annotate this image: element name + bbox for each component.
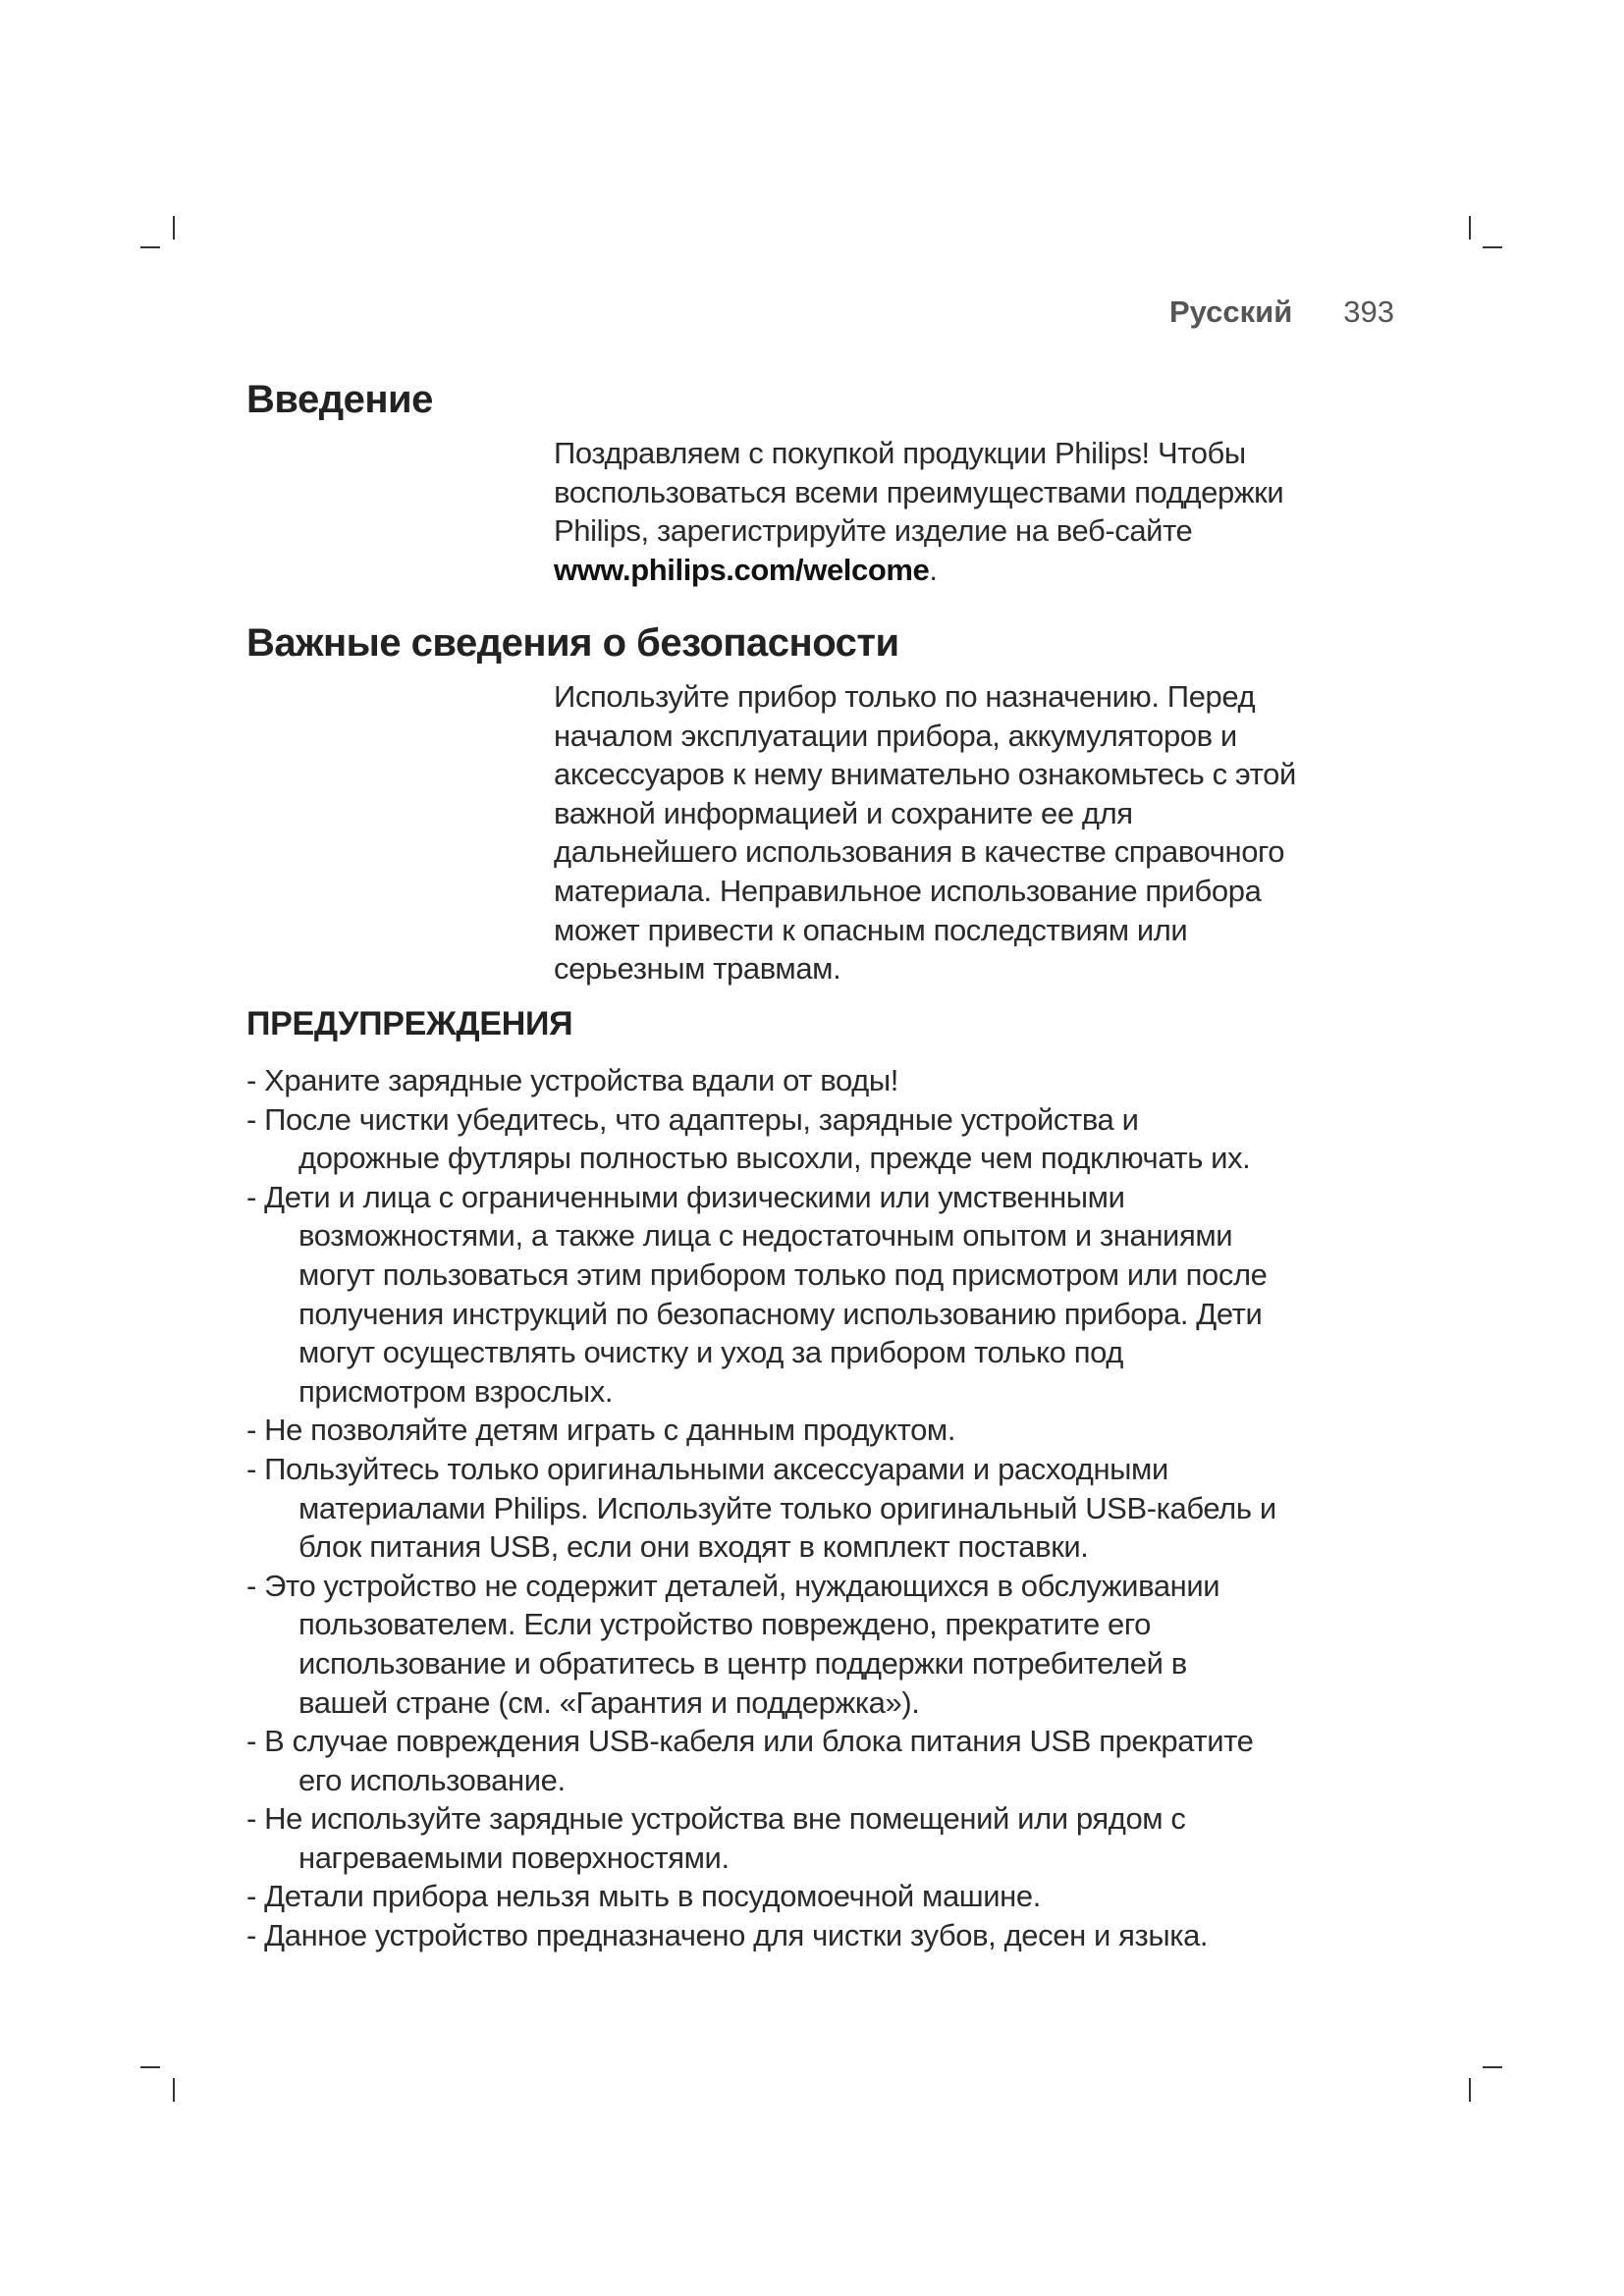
safety-heading: Важные сведения о безопасности: [246, 621, 899, 665]
text-line: Philips, зарегистрируйте изделие на веб-сайте: [554, 513, 1193, 549]
text-line: пользователем. Если устройство повреждено, прекратите его: [298, 1607, 1151, 1642]
text-line: возможностями, а также лица с недостаточным опытом и знаниями: [298, 1218, 1233, 1254]
text-line: блок питания USB, если они входят в комплект поставки.: [298, 1529, 1089, 1565]
page-header: [1080, 294, 1394, 330]
warning-item: [246, 1722, 1276, 1799]
text-line: его использование.: [298, 1762, 566, 1797]
text-line: - Дети и лица с ограниченными физическими или умственными: [246, 1179, 1125, 1214]
warning-item: [246, 1100, 1276, 1178]
text-line: - Данное устройство предназначено для чистки зубов, десен и языка.: [246, 1918, 1209, 1953]
text-line: началом эксплуатации прибора, аккумуляторов и: [554, 718, 1237, 753]
text-line: воспользоваться всеми преимуществами поддержки: [554, 474, 1284, 509]
warnings-list: [246, 1061, 1276, 1955]
text-line: Поздравляем с покупкой продукции Philips! Чтобы: [554, 436, 1246, 470]
text-line: [554, 551, 1283, 590]
intro-heading: Введение: [246, 378, 433, 421]
crop-mark: [1483, 246, 1502, 248]
text-line: материала. Неправильное использование прибора: [554, 873, 1262, 908]
link-suffix: .: [929, 552, 938, 587]
warning-item: [246, 1799, 1276, 1877]
text-line: важной информацией и сохраните ее для: [554, 795, 1133, 830]
text-line: дальнейшего использования в качестве справочного: [554, 834, 1285, 870]
warning-item: [246, 1877, 1276, 1916]
text-line: могут осуществлять очистку и уход за прибором только под: [298, 1335, 1123, 1370]
warning-item: [246, 1178, 1276, 1412]
warning-item: [246, 1450, 1276, 1567]
warnings-heading: ПРЕДУПРЕЖДЕНИЯ: [246, 1005, 573, 1042]
warning-item: [246, 1916, 1276, 1955]
text-line: получения инструкций по безопасному использованию прибора. Дети: [298, 1296, 1263, 1331]
intro-paragraph: [554, 434, 1283, 589]
crop-mark: [1469, 216, 1471, 240]
crop-mark: [173, 216, 175, 240]
crop-mark: [1483, 2066, 1502, 2068]
text-line: нагреваемыми поверхностями.: [298, 1840, 730, 1875]
safety-paragraph: [554, 677, 1296, 988]
text-line: - Не позволяйте детям играть с данным продуктом.: [246, 1413, 956, 1448]
text-line: Используйте прибор только по назначению. Перед: [554, 679, 1256, 714]
text-line: серьезным травмам.: [554, 951, 841, 987]
warning-item: [246, 1061, 1276, 1100]
crop-mark: [140, 2066, 160, 2068]
text-line: - Пользуйтесь только оригинальными аксессуарами и расходными: [246, 1451, 1168, 1486]
website-link[interactable]: www.philips.com/welcome: [554, 552, 930, 587]
crop-mark: [1469, 2078, 1471, 2102]
text-line: могут пользоваться этим прибором только под присмотром или после: [298, 1256, 1268, 1292]
text-line: аксессуаров к нему внимательно ознакомьтесь с этой: [554, 757, 1296, 792]
text-line: использование и обратитесь в центр поддержки потребителей в: [298, 1645, 1187, 1681]
text-line: материалами Philips. Используйте только оригинальный USB-кабель и: [298, 1490, 1276, 1525]
crop-mark: [140, 246, 160, 248]
page-number: 393: [1343, 294, 1394, 329]
crop-mark: [173, 2078, 175, 2102]
text-line: - После чистки убедитесь, что адаптеры, зарядные устройства и: [246, 1101, 1139, 1137]
text-line: - В случае повреждения USB-кабеля или блока питания USB прекратите: [246, 1724, 1254, 1759]
text-line: - Не используйте зарядные устройства вне помещений или рядом с: [246, 1801, 1186, 1837]
text-line: - Детали прибора нельзя мыть в посудомоечной машине.: [246, 1879, 1041, 1914]
text-line: вашей стране (см. «Гарантия и поддержка»).: [298, 1684, 920, 1720]
text-line: дорожные футляры полностью высохли, прежде чем подключать их.: [298, 1141, 1251, 1176]
text-line: - Это устройство не содержит деталей, нуждающихся в обслуживании: [246, 1568, 1220, 1603]
text-line: присмотром взрослых.: [298, 1373, 614, 1409]
text-line: может привести к опасным последствиям или: [554, 912, 1188, 947]
warning-item: [246, 1567, 1276, 1722]
language-label: Русский: [1169, 294, 1293, 329]
warning-item: [246, 1411, 1276, 1450]
text-line: - Храните зарядные устройства вдали от воды!: [246, 1063, 898, 1097]
